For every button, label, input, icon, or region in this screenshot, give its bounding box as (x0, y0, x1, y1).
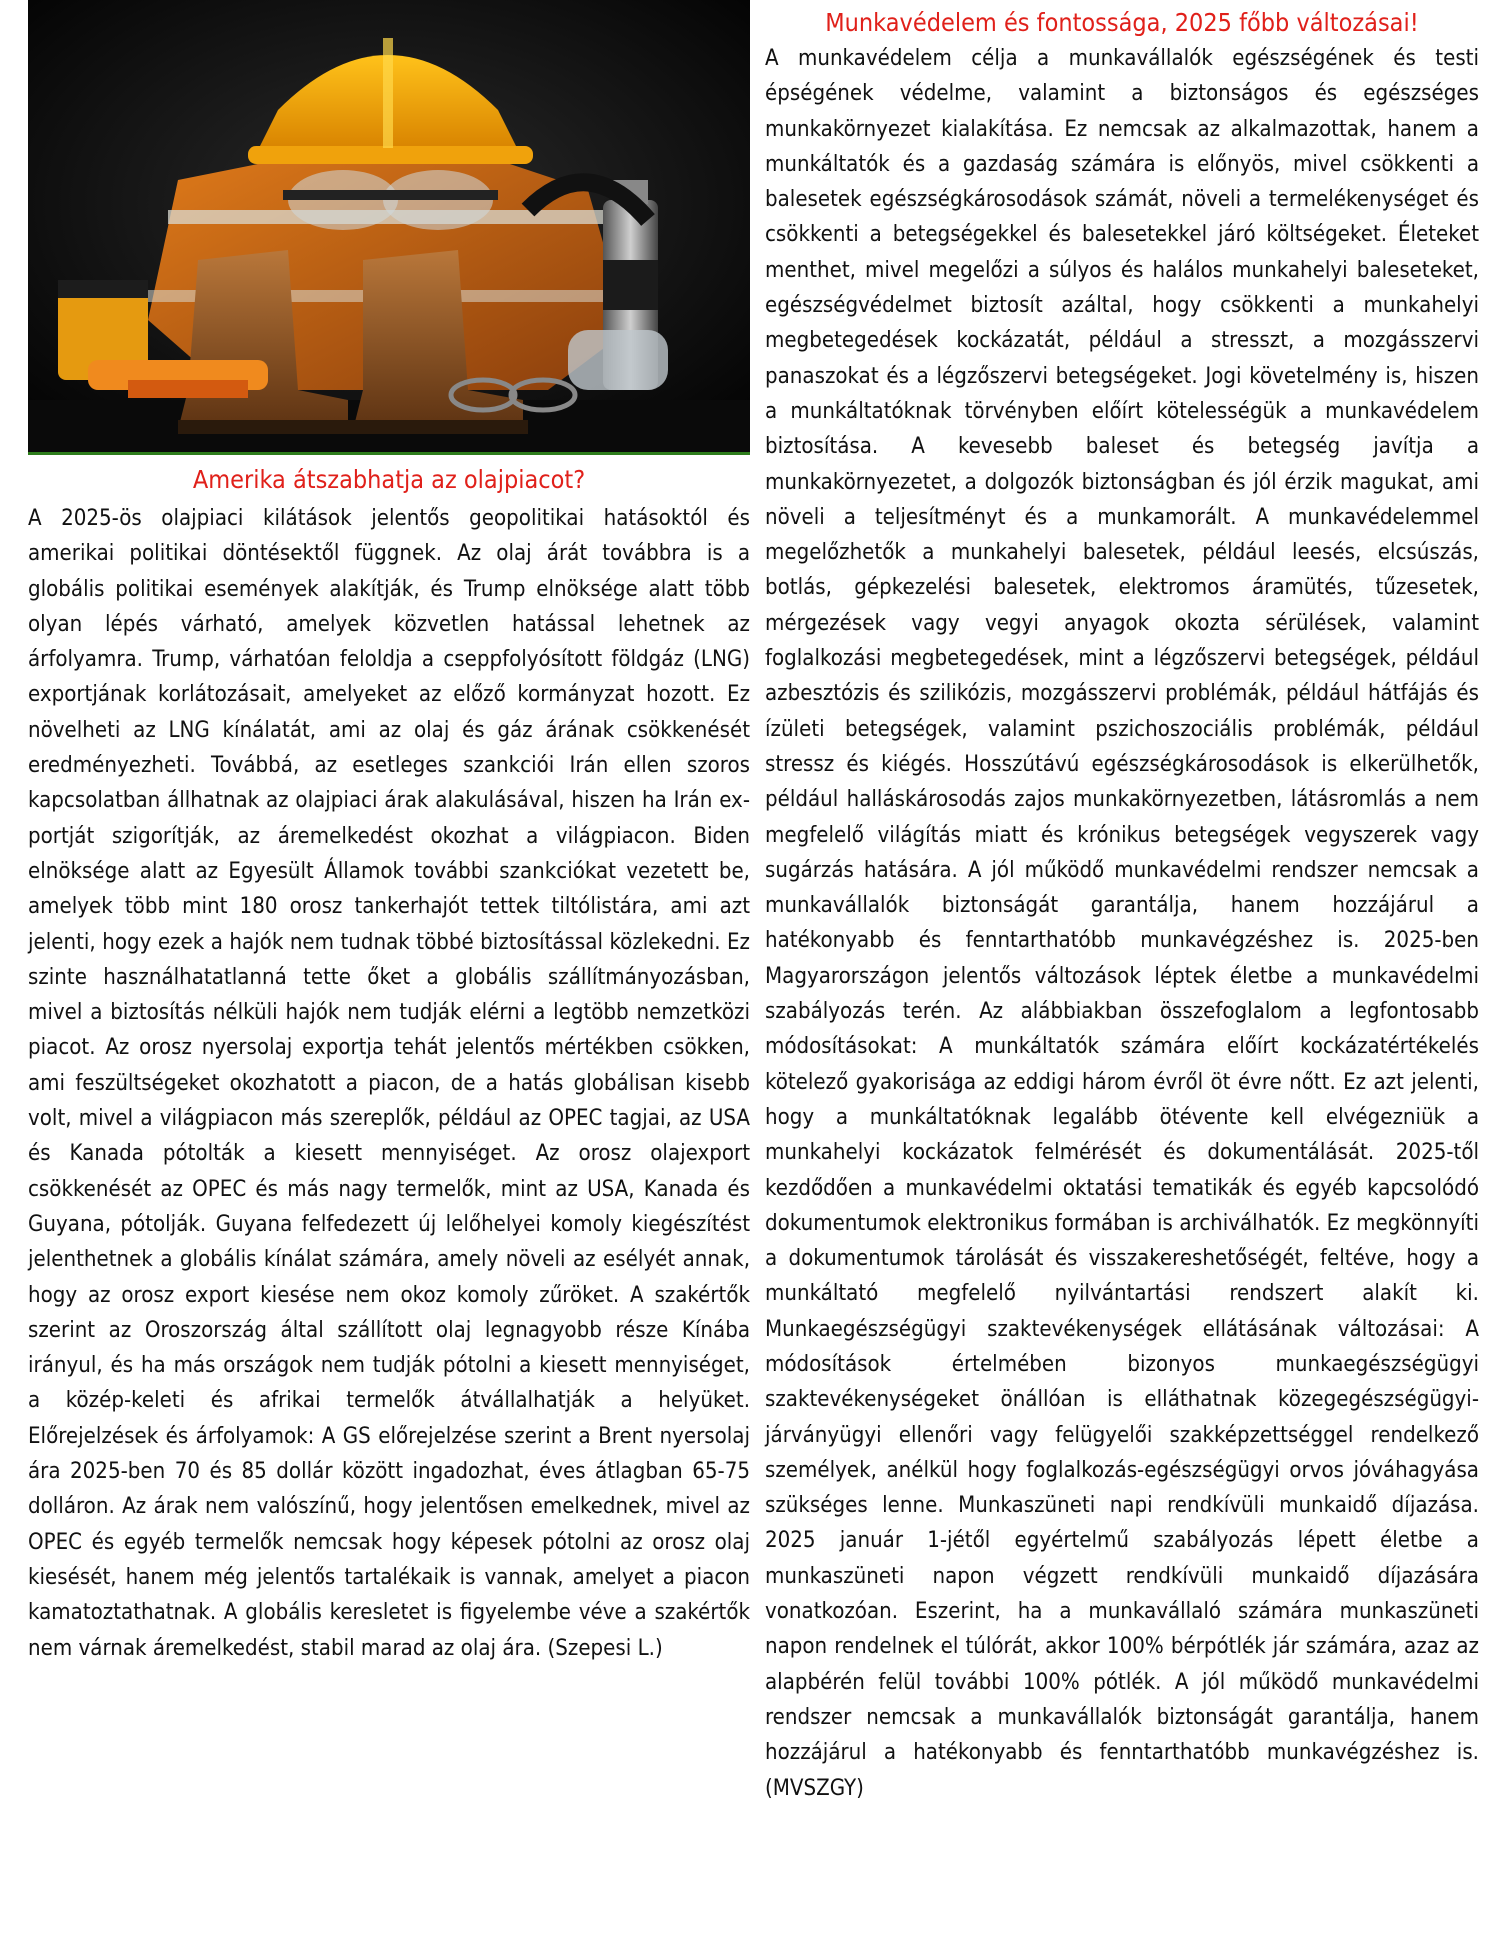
right-article-title: Munkavédelem és fontossága, 2025 főbb változásai! (825, 8, 1419, 37)
left-article-body: A 2025-ös olajpiaci kilátások jelentős geopolitikai hatásoktól és amerikai politikai döntésektől függnek. Az olaj árát továbbra is a globális politikai események alakítják, és Trump elnöksége alatt több olyan lépés várható, amelyek közvetlen hatással lehetnek az árfolyamra. Trump, várhatóan feloldja a cseppfolyósított földgáz (LNG) exportjának korlátozásait, amelyeket az előző kormányzat hozott. Ez növelheti az LNG kínálatát, ami az olaj és gáz árának csökkenését eredményezheti. Továbbá, az esetleges szankciói Irán ellen szoros kapcsolatban állhatnak az olajpiaci árak alakulásával, hiszen ha Irán exportját szigorítják, az áremelkedést okozhat a világpiacon. Biden elnöksége alatt az Egyesült Államok további szankciókat vezetett be, amelyek több mint 180 orosz tankerhajót tettek tiltólistára, ami azt jelenti, hogy ezek a hajók nem tudnak többé biztosítással közlekedni. Ez szinte használhatatlanná tette őket a globális szállítmányozásban, mivel a biztosítás nélküli hajók nem tudják elérni a legtöbb nemzetközi piacot. Az orosz nyersolaj exportja tehát jelentős mértékben csökken, ami feszültségeket okozhatott a piacon, de a hatás globálisan kisebb volt, mivel a világpiacon más szereplők, például az OPEC tagjai, az USA és Kanada pótolták a kiesett mennyiséget. Az orosz olajexport csökkenését az OPEC és más nagy termelők, mint az USA, Kanada és Guyana, pótolják. Guyana felfedezett új lelőhelyei komoly kiegészítést jelenthetnek a globális kínálat számára, amely növeli az esélyét annak, hogy az orosz export kiesése nem okoz komoly zűröket. A szakértők szerint az Oroszország által szállított olaj legnagyobb része Kínába irányul, és ha más országok nem tudják pótolni a kiesett mennyiséget, a közép-keleti és afrikai termelők átvállalhatják a helyüket. Előrejelzések és árfolyamok: A GS előrejelzése szerint a Brent nyersolaj ára 2025-ben 70 és 85 dollár között ingadozhat, éves átlagban 65-75 dolláron. Az árak nem valószínű, hogy jelentősen emelkednek, mivel az OPEC és egyéb termelők nemcsak hogy képesek pótolni az orosz olaj kiesését, hanem még jelentős tartalékaik is vannak, amelyet a piacon kamatoztathatnak. A globális keresletet is figyelembe véve a szakértők nem várnak áremelkedést, stabil marad az olaj ára. (Szepesi L.) (28, 505, 750, 1661)
left-article-title: Amerika átszabhatja az olajpiacot? (192, 465, 586, 494)
right-article-body: A munkavédelem célja a munkavállalók egészségének és testi épségének védelme, valamint a biztonságos és egészséges munkakörnyezet kialakítása. Ez nemcsak az alkalmazottak, hanem a munkáltatók és a gazdaság számára is előnyös, mivel csökkenti a balesetek egészségkárosodások számát, növeli a termelékenységet és csökkenti a betegségekkel és balesetekkel járó költségeket. Életeket menthet, mivel megelőzi a súlyos és halálos munkahelyi baleseteket, egészségvédelmet biztosít azáltal, hogy csökkenti a munkahelyi megbetegedések kockázatát, például a stresszt, a mozgásszervi panaszokat és a légzőszervi betegségeket. Jogi követelmény is, hiszen a munkáltatóknak törvényben előírt kötelességük a munkavédelem biztosítása. A kevesebb baleset és betegség javítja a munkakörnyezetet, a dolgozók biztonságban és jól érzik magukat, ami növeli a teljesítményt és a munkamorált. A munkavédelemmel megelőzhetők a munkahelyi balesetek, például leesés, elcsúszás, botlás, gépkezelési balesetek, elektromos áramütés, tűzesetek, mérgezések vagy vegyi anyagok okozta sérülések, valamint foglalkozási megbetegedések, mint a légzőszervi betegségek, például azbesztózis és szilikózis, mozgásszervi problémák, például hátfájás és ízületi betegségek, valamint pszichoszociális problémák, például stressz és kiégés. Hosszútávú egészségkárosodások is elkerülhetők, például halláskárosodás zajos munkakörnyezetben, látásromlás a nem megfelelő világítás miatt és krónikus betegségek vegyszerek vagy sugárzás hatására. A jól működő munkavédelmi rendszer nemcsak a munkavállalók biztonságát garantálja, hanem hozzájárul a hatékonyabb és fenntarthatóbb munkavégzéshez is. 2025-ben Magyarországon jelentős változások léptek életbe a munkavédelmi szabályozás terén. Az alábbiakban összefoglalom a legfontosabb módosításokat: A munkáltatók számára előírt kockázatértékelés kötelező gyakorisága az eddigi három évről öt évre nőtt. Ez azt jelenti, hogy a munkáltatóknak legalább ötévente kell elvégezniük a munkahelyi kockázatok felmérését és dokumentálását. 2025-től kezdődően a munkavédelmi oktatási tematikák és egyéb kapcsolódó dokumentumok elektronikus formában is archiválhatók. Ez megkönnyíti a dokumentumok tárolását és visszakereshetőségét, feltéve, hogy a munkáltató megfelelő nyilvántartási rendszert alakít ki. Munkaegészségügyi szaktevékenységek ellátásának változásai: A módosítások értelmében bizonyos munkaegészségügyi szaktevékenységeket önállóan is elláthatnak közegegészségügyi-járványügyi ellenőri vagy felügyelői szakképzettséggel rendelkező személyek, anélkül hogy foglalkozás-egészségügyi orvos jóváhagyása szükséges lenne. Munkaszüneti napi rendkívüli munkaidő díjazása. 2025 január 1-jétől egyértelmű szabályozás lépett életbe a munkaszüneti napon végzett rendkívüli munkaidő díjazására vonatkozóan. Eszerint, ha a munkavállaló számára munkaszüneti napon rendelnek el túlórát, akkor 100% bérpótlék jár számára, azaz az alapbérén felül további 100% pótlék. A jól működő munkavédelmi rendszer nemcsak a munkavállalók biztonságát garantálja, hanem hozzájárul a hatékonyabb és fenntarthatóbb munkavégzéshez is. (MVSZGY) (765, 45, 1479, 1801)
safety-gear-photo (28, 0, 750, 455)
right-column (765, 8, 1479, 1806)
left-column (28, 0, 750, 1666)
safety-gear-illustration (28, 0, 750, 452)
